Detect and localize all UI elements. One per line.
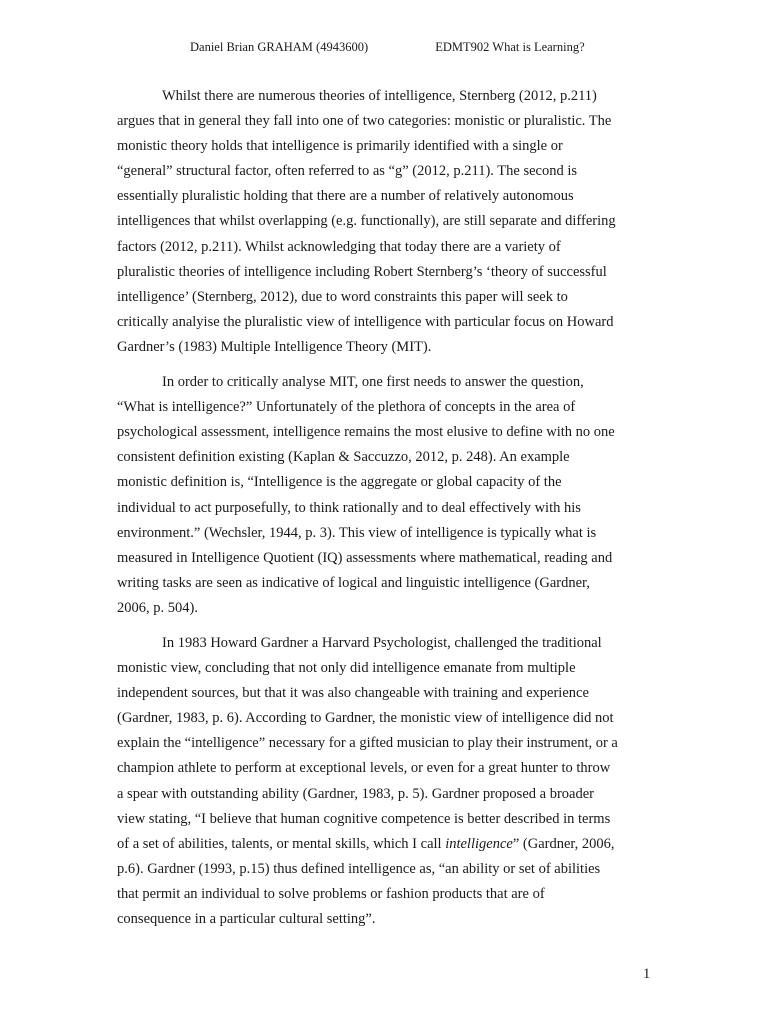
- header-course: EDMT902 What is Learning?: [435, 40, 585, 54]
- paragraph-line: “general” structural factor, often referred to as “g” (2012, p.211). The second is: [117, 163, 577, 180]
- paragraph-line: pluralistic theories of intelligence including Robert Sternberg’s ‘theory of successful: [117, 263, 607, 280]
- paragraph-line: psychological assessment, intelligence remains the most elusive to define with no one: [117, 424, 615, 441]
- paragraph-line: a spear with outstanding ability (Gardner, 1983, p. 5). Gardner proposed a broader: [117, 785, 594, 802]
- paragraph-line: In order to critically analyse MIT, one first needs to answer the question,: [162, 374, 584, 391]
- paragraph-line: In 1983 Howard Gardner a Harvard Psychologist, challenged the traditional: [162, 634, 602, 651]
- italic-line-after: ” (Gardner, 2006,: [512, 835, 615, 852]
- paragraph-line: critically analyise the pluralistic view of intelligence with particular focus on Howard: [117, 313, 614, 330]
- paragraph-line: factors (2012, p.211). Whilst acknowledging that today there are a variety of: [117, 238, 561, 255]
- paragraph-line: consistent definition existing (Kaplan & Saccuzzo, 2012, p. 248). An example: [117, 449, 570, 466]
- paragraph-1: [117, 84, 657, 360]
- header-author: Daniel Brian GRAHAM (4943600): [190, 40, 369, 54]
- paragraph-line: monistic theory holds that intelligence is primarily identified with a single or: [117, 138, 563, 155]
- paragraph-line: Whilst there are numerous theories of intelligence, Sternberg (2012, p.211): [162, 88, 597, 104]
- paragraph-2: [117, 370, 657, 621]
- paragraph-line: champion athlete to perform at exceptional levels, or even for a great hunter to throw: [117, 760, 611, 777]
- paragraph-line: environment.” (Wechsler, 1944, p. 3). This view of intelligence is typically what is: [117, 524, 597, 541]
- paragraph-line: explain the “intelligence” necessary for a gifted musician to play their instrument, or a: [117, 735, 618, 752]
- paragraph-line: p.6). Gardner (1993, p.15) thus defined intelligence as, “an ability or set of abilities: [117, 860, 601, 877]
- paragraph-line: intelligences that whilst overlapping (e.g. functionally), are still separate and differing: [117, 213, 616, 230]
- paragraph-line: individual to act purposefully, to think rationally and to deal effectively with his: [117, 499, 581, 516]
- paragraph-line: independent sources, but that it was also changeable with training and experience: [117, 685, 589, 702]
- paragraph-line: monistic view, concluding that not only did intelligence emanate from multiple: [117, 660, 576, 677]
- page-number: 1: [643, 966, 651, 982]
- paragraph-line: measured in Intelligence Quotient (IQ) assessments where mathematical, reading and: [117, 549, 613, 566]
- paragraph-line: consequence in a particular cultural setting”.: [117, 911, 376, 927]
- paragraph-line: view stating, “I believe that human cognitive competence is better described in terms: [117, 810, 611, 827]
- page-header: [190, 40, 585, 55]
- paragraph-line: “What is intelligence?” Unfortunately of the plethora of concepts in the area of: [117, 399, 576, 416]
- paragraph-line: argues that in general they fall into one of two categories: monistic or pluralistic. The: [117, 113, 612, 130]
- paragraph-3: [117, 631, 657, 932]
- paragraph-line: Gardner’s (1983) Multiple Intelligence Theory (MIT).: [117, 338, 432, 355]
- paragraph-line: (Gardner, 1983, p. 6). According to Gardner, the monistic view of intelligence did not: [117, 710, 614, 727]
- paragraph-line: monistic definition is, “Intelligence is the aggregate or global capacity of the: [117, 474, 562, 491]
- paragraph-line: writing tasks are seen as indicative of logical and linguistic intelligence (Gardner,: [117, 574, 590, 591]
- paragraph-line: 2006, p. 504).: [117, 599, 198, 616]
- document-body: [117, 84, 657, 942]
- italic-line-before: of a set of abilities, talents, or mental skills, which I call: [117, 835, 446, 852]
- paragraph-line-with-italic: [117, 832, 657, 857]
- paragraph-line: essentially pluralistic holding that there are a number of relatively autonomous: [117, 188, 574, 205]
- italic-term: intelligence: [445, 835, 513, 852]
- paragraph-line: intelligence’ (Sternberg, 2012), due to word constraints this paper will seek to: [117, 288, 568, 305]
- paragraph-line: that permit an individual to solve problems or fashion products that are of: [117, 885, 545, 902]
